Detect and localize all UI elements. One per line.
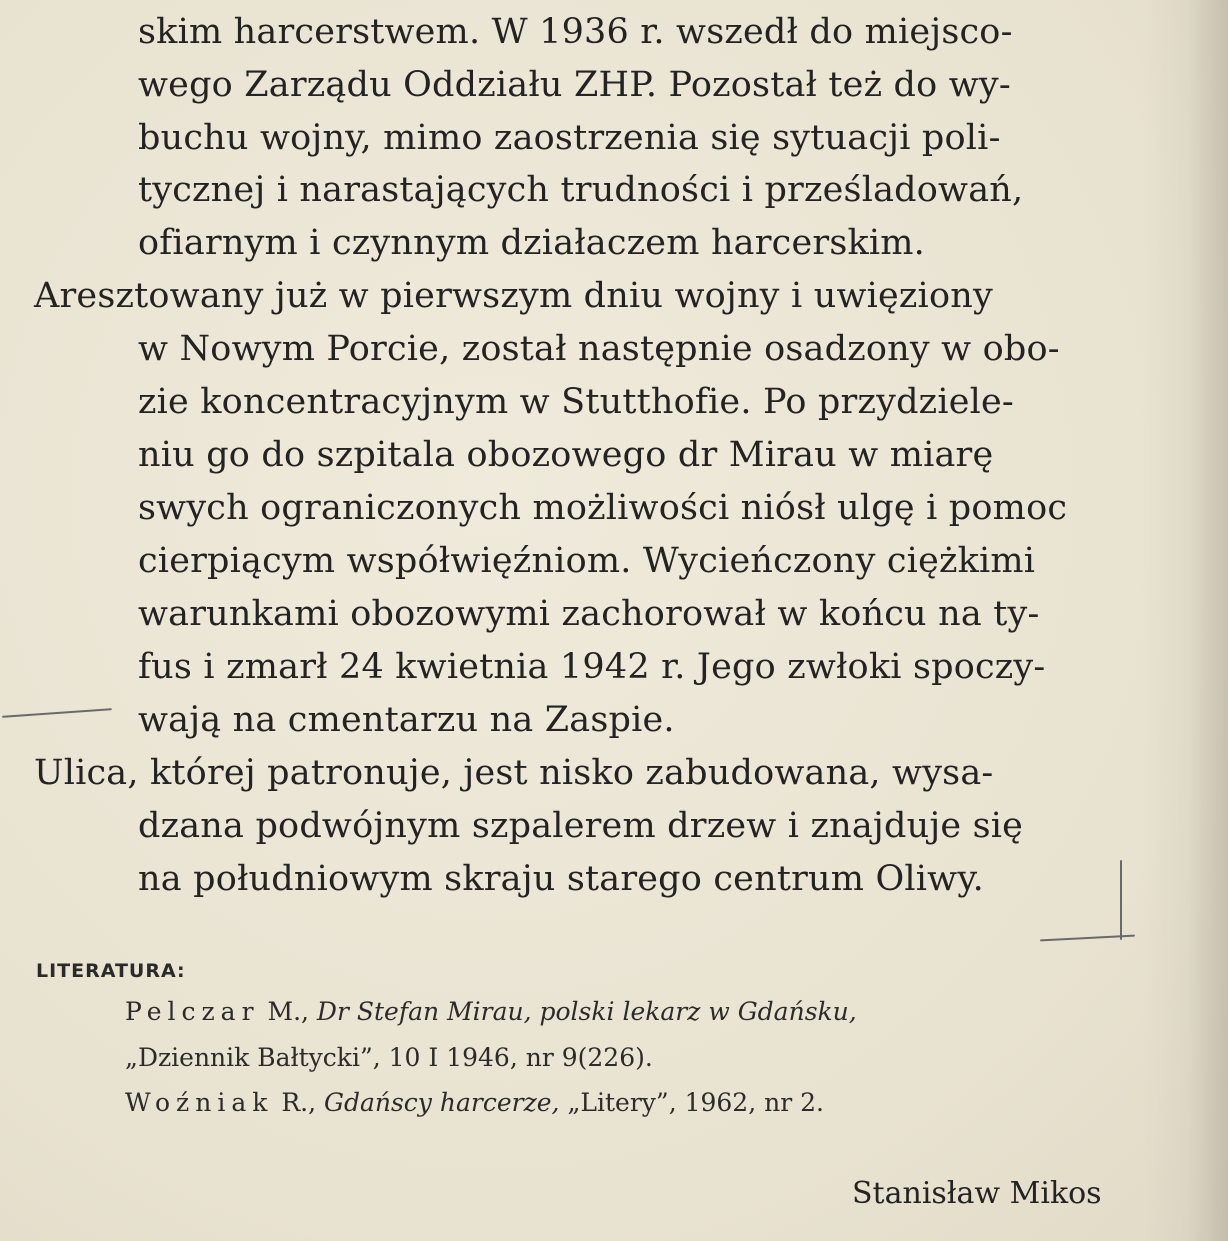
body-line: zie koncentracyjnym w Stutthofie. Po przydziele- xyxy=(138,382,1014,422)
body-line: na południowym skraju starego centrum Oliwy. xyxy=(138,859,984,899)
reference-author: Woźniak xyxy=(125,1088,274,1117)
body-line: skim harcerstwem. W 1936 r. wszedł do miejsco- xyxy=(138,12,1013,52)
body-line: cierpiącym współwięźniom. Wycieńczony ciężkimi xyxy=(138,541,1036,581)
body-line: fus i zmarł 24 kwietnia 1942 r. Jego zwłoki spoczy- xyxy=(138,647,1046,687)
reference-title: Dr Stefan Mirau, polski lekarz w Gdańsku, xyxy=(316,997,857,1026)
reference-continuation: „Dziennik Bałtycki”, 10 I 1946, nr 9(226). xyxy=(125,1043,653,1072)
article-author-signature: Stanisław Mikos xyxy=(852,1176,1102,1211)
pencil-mark xyxy=(1120,860,1122,940)
reference-author: Pelczar xyxy=(125,997,260,1026)
reference-initial: R., xyxy=(273,1088,324,1117)
body-line: ofiarnym i czynnym działaczem harcerskim. xyxy=(138,223,926,263)
body-line: Ulica, której patronuje, jest nisko zabudowana, wysa- xyxy=(34,753,994,793)
body-line: tycznej i narastających trudności i prześladowań, xyxy=(138,170,1024,210)
reference-entry xyxy=(125,1086,824,1120)
body-line: dzana podwójnym szpalerem drzew i znajduje się xyxy=(138,806,1024,846)
body-line: wają na cmentarzu na Zaspie. xyxy=(138,700,675,740)
reference-title: Gdańscy harcerze, xyxy=(324,1088,560,1117)
body-line: buchu wojny, mimo zaostrzenia się sytuacji poli- xyxy=(138,118,1001,158)
body-line: warunkami obozowymi zachorował w końcu na ty- xyxy=(138,594,1040,634)
body-line: wego Zarządu Oddziału ZHP. Pozostał też do wy- xyxy=(138,65,1011,105)
literature-heading: LITERATURA: xyxy=(36,960,186,982)
page-edge-shadow xyxy=(1188,0,1228,1241)
pencil-mark xyxy=(2,708,112,718)
reference-entry xyxy=(125,995,857,1029)
body-line: Aresztowany już w pierwszym dniu wojny i uwięziony xyxy=(34,276,993,316)
body-line: w Nowym Porcie, został następnie osadzony w obo- xyxy=(138,329,1060,369)
body-line: niu go do szpitala obozowego dr Mirau w miarę xyxy=(138,435,994,475)
body-line: swych ograniczonych możliwości niósł ulgę i pomoc xyxy=(138,488,1068,528)
reference-initial: M., xyxy=(259,997,317,1026)
reference-rest: „Litery”, 1962, nr 2. xyxy=(559,1088,824,1117)
